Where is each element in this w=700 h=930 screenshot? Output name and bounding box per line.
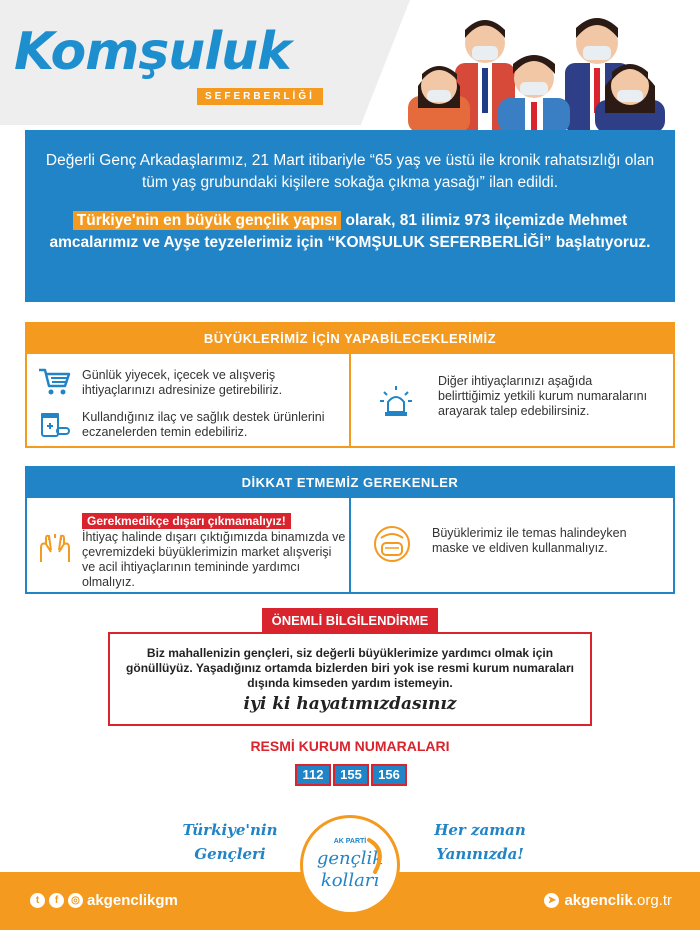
logo-line1: gençlik [316, 848, 384, 869]
cursor-icon: ➤ [544, 893, 559, 908]
bulb-arc-icon [365, 836, 389, 876]
number-156[interactable]: 156 [371, 764, 407, 786]
number-112[interactable]: 112 [295, 764, 331, 786]
alarm-light-icon [379, 384, 413, 423]
slogan-left-line2: Gençleri [194, 845, 266, 863]
number-155[interactable]: 155 [333, 764, 369, 786]
intro-paragraph-1: Değerli Genç Arkadaşlarımız, 21 Mart itibariyle “65 yaş ve üstü ile kronik rahatsızlığı olan tüm yaş grubundaki kişilere sokağa çıkma yasağı” ilan edildi. [45, 152, 655, 191]
important-info-box [108, 632, 592, 726]
precautions-title: DİKKAT ETMEMİZ GEREKENLER [27, 468, 673, 498]
people-with-masks-illustration [400, 8, 690, 133]
logo-line2: kolları [320, 870, 380, 891]
slogan-right-line2: Yanınızda! [436, 845, 524, 863]
medicine-icon [39, 410, 71, 445]
precautions-box [25, 466, 675, 594]
website-link[interactable] [544, 892, 672, 909]
logo-subtitle: SEFERBERLİĞİ [197, 88, 323, 105]
official-numbers-title: RESMİ KURUM NUMARALARI [250, 738, 450, 754]
important-info-title: ÖNEMLİ BİLGİLENDİRME [262, 608, 438, 634]
slogan-left-line1: Türkiye'nin [182, 821, 278, 839]
helping-hands-icon [37, 532, 73, 571]
website-bold: akgenclik [564, 892, 633, 909]
logo-party-name: AK PARTİ [333, 838, 367, 845]
warning-label: Gerekmedikçe dışarı çıkmamalıyız! [82, 513, 291, 529]
slogan-left [170, 818, 290, 866]
ak-parti-genclik-logo [300, 815, 400, 915]
social-handle: akgenclikgm [87, 892, 178, 909]
precaution-item-mask: Büyüklerimiz ile temas halindeyken maske ve eldiven kullanmalıyız. [432, 526, 627, 555]
help-item-medicine: Kullandığınız ilaç ve sağlık destek ürünlerini eczanelerden temin edebiliriz. [82, 410, 325, 439]
face-mask-icon [372, 524, 412, 569]
facebook-icon: f [49, 893, 64, 908]
slogan-right [420, 818, 540, 866]
important-info-script: iyi ki hayatımızdasınız [243, 694, 457, 714]
help-item-other-needs: Diğer ihtiyaçlarınızı aşağıda belirttiğimiz yetkili kurum numaralarını arayarak talep edebilirsiniz. [438, 374, 648, 418]
slogan-right-line1: Her zaman [434, 821, 526, 839]
social-handles[interactable] [30, 892, 178, 909]
intro-panel [25, 130, 675, 302]
help-item-shopping: Günlük yiyecek, içecek ve alışveriş ihtiyaçlarınızı adresinize getirebiliriz. [82, 368, 283, 397]
instagram-icon: ◎ [68, 893, 83, 908]
logo-title: Komşuluk [14, 22, 291, 82]
what-we-can-do-title: BÜYÜKLERİMİZ İÇİN YAPABİLECEKLERİMİZ [27, 324, 673, 354]
important-info-text: Biz mahallenizin gençleri, siz değerli büyüklerimize yardımcı olmak için gönüllüyüz. Yaşadığınız ortamda bizlerden biri yok ise resmi kurum numaraları dışında kimseden yardım istemeyin. [126, 646, 574, 690]
what-we-can-do-box [25, 322, 675, 448]
twitter-icon: t [30, 893, 45, 908]
divider [349, 354, 351, 446]
warning-label-wrap [82, 512, 291, 530]
precaution-item-help: İhtiyaç halinde dışarı çıktığımızda binamızda ve çevremizdeki büyüklerimizin market alışverişi ve acil ihtiyaçlarının temininde yardımcı olmalıyız. [82, 530, 346, 589]
website-rest: .org.tr [632, 892, 672, 909]
divider [349, 498, 351, 592]
intro-highlight: Türkiye'nin en büyük gençlik yapısı [73, 211, 341, 230]
shopping-cart-icon [37, 366, 71, 401]
intro-paragraph-2 [45, 210, 655, 254]
intro-paragraph-2-rest: olarak, 81 ilimiz 973 ilçemizde Mehmet amcalarımız ve Ayşe teyzelerimiz için “KOMŞULUK SEFERBERLİĞİ” başlatıyoruz. [49, 212, 651, 251]
